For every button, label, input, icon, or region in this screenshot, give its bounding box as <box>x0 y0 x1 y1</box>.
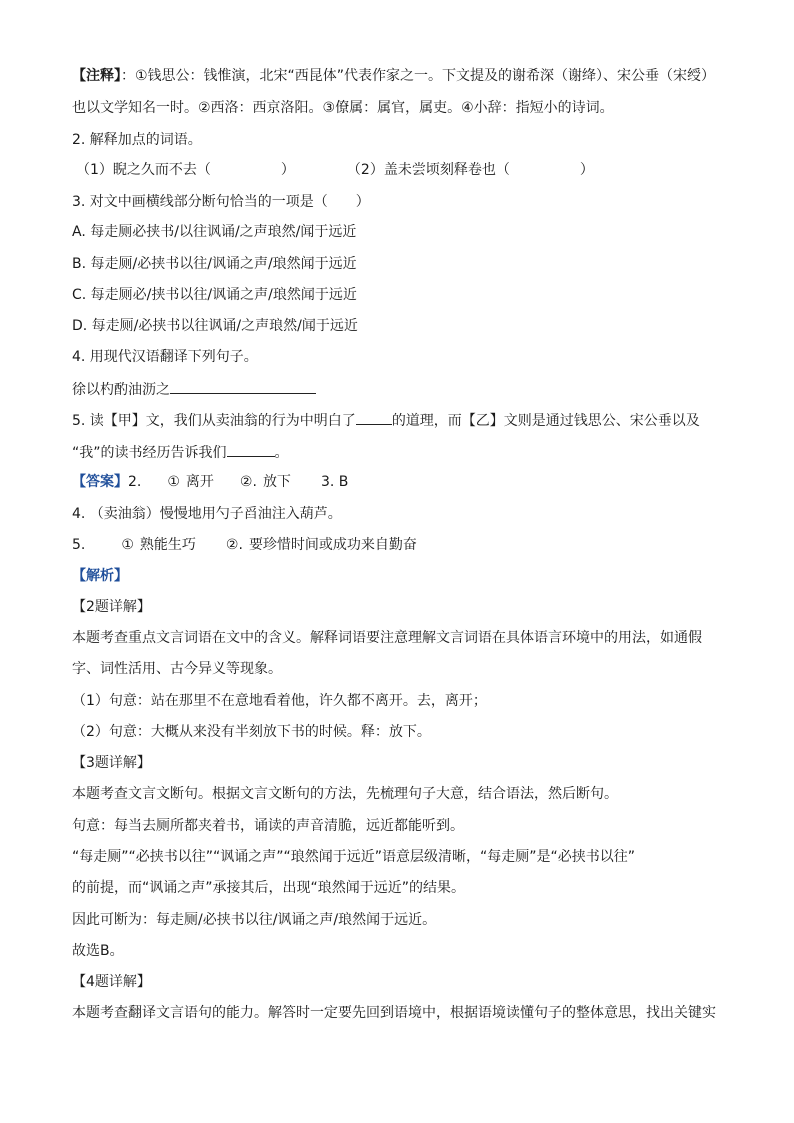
analysis-q3-para-4: 的前提，而“讽诵之声”承接其后，出现“琅然闻于远近”的结果。 <box>72 880 466 896</box>
q5-text-1b: 的道理，而【乙】文则是通过钱思公、宋公垂以及 <box>391 413 700 429</box>
answer-b1: 熟能生巧 <box>139 537 196 553</box>
q4-sentence: 徐以杓酌油沥之 <box>72 382 170 398</box>
q2-items <box>76 160 736 180</box>
q2-item2-pre: （2）盖未尝顷刻释卷也（ <box>346 162 510 178</box>
answer-label: 【答案】 <box>72 474 128 490</box>
answer-b1-mark: ① <box>121 537 134 553</box>
q4-answer-blank[interactable] <box>170 379 316 394</box>
answer-a2-mark: ②. <box>239 474 257 490</box>
q3-option-a: A. 每走厕必挟书/以往讽诵/之声琅然/闻于远近 <box>72 224 357 240</box>
q5-blank-1[interactable] <box>356 410 392 425</box>
q2-item2-post: ） <box>579 162 594 178</box>
q3-option-b: B. 每走厕/必挟书以往/讽诵之声/琅然闻于远近 <box>72 256 357 272</box>
analysis-q2-para-4: （2）句意：大概从来没有半刻放下书的时候。释：放下。 <box>72 724 431 740</box>
answer-q2-num: 2. <box>128 474 142 490</box>
answer-b2: 要珍惜时间或成功来自勤奋 <box>248 537 417 553</box>
q2-item1-post: ） <box>280 162 295 178</box>
q5-text-1a: 5. 读【甲】文，我们从卖油翁的行为中明白了 <box>72 413 356 429</box>
analysis-heading-4: 【4题详解】 <box>72 974 151 990</box>
analysis-heading-3: 【3题详解】 <box>72 755 151 771</box>
notes-line-1 <box>72 66 732 86</box>
analysis-q3-para-1: 本题考查文言文断句。根据文言文断句的方法，先梳理句子大意，结合语法，然后断句。 <box>72 786 618 802</box>
q2-stem: 2. 解释加点的词语。 <box>72 132 202 148</box>
analysis-q3-para-5: 因此可断为：每走厕/必挟书以往/讽诵之声/琅然闻于远近。 <box>72 912 437 928</box>
q2-item1-pre: （1）睨之久而不去（ <box>76 162 211 178</box>
analysis-heading-2: 【2题详解】 <box>72 599 151 615</box>
q5-text-2b: 。 <box>274 445 289 461</box>
q3-option-c: C. 每走厕必/挟书以往/讽诵之声/琅然闻于远近 <box>72 287 357 303</box>
analysis-q2-para-1: 本题考查重点文言词语在文中的含义。解释词语要注意理解文言词语在具体语言环境中的用法，如通假 <box>72 630 702 646</box>
answer-a1-mark: ① <box>167 474 180 490</box>
answer-line-1 <box>72 472 732 492</box>
q4-stem: 4. 用现代汉语翻译下列句子。 <box>72 349 258 365</box>
analysis-q4-para-1: 本题考查翻译文言语句的能力。解答时一定要先回到语境中，根据语境读懂句子的整体意思，找出关键实 <box>72 1005 716 1021</box>
q5-blank-2[interactable] <box>227 442 275 457</box>
answer-q3: 3. B <box>320 474 349 490</box>
answer-q5-num: 5. <box>72 537 86 553</box>
answer-b2-mark: ②. <box>225 537 243 553</box>
analysis-q3-para-6: 故选B。 <box>72 943 124 959</box>
answer-line-3 <box>72 535 732 555</box>
notes-text-1: ：①钱思公：钱惟演，北宋“西昆体”代表作家之一。下文提及的谢希深（谢绛）、宋公垂（宋绶） <box>121 68 716 84</box>
q5-text-2a: “我”的读书经历告诉我们 <box>72 445 227 461</box>
q4-sentence-line <box>72 379 732 400</box>
answer-q4: 4. （卖油翁）慢慢地用勺子舀油注入葫芦。 <box>72 506 342 522</box>
q5-line-1 <box>72 410 732 431</box>
q3-stem: 3. 对文中画横线部分断句恰当的一项是（ ） <box>72 194 370 210</box>
analysis-q2-para-3: （1）句意：站在那里不在意地看着他，许久都不离开。去，离开； <box>72 693 487 709</box>
q5-line-2 <box>72 442 732 463</box>
analysis-q2-para-2: 字、词性活用、古今异义等现象。 <box>72 661 282 677</box>
analysis-q3-para-2: 句意：每当去厕所都夹着书，诵读的声音清脆，远近都能听到。 <box>72 818 464 834</box>
answer-a1: 离开 <box>185 474 214 490</box>
q3-option-d: D. 每走厕/必挟书以往讽诵/之声琅然/闻于远近 <box>72 318 358 334</box>
analysis-label: 【解析】 <box>72 568 128 584</box>
notes-label: 【注释】 <box>72 68 121 84</box>
notes-line-2: 也以文学知名一时。②西洛：西京洛阳。③僚属：属官，属吏。④小辞：指短小的诗词。 <box>72 100 614 116</box>
answer-a2: 放下 <box>262 474 291 490</box>
analysis-q3-para-3: “每走厕”“必挟书以往”“讽诵之声”“琅然闻于远近”语意层级清晰，“每走厕”是“必挟书以往” <box>72 849 636 865</box>
